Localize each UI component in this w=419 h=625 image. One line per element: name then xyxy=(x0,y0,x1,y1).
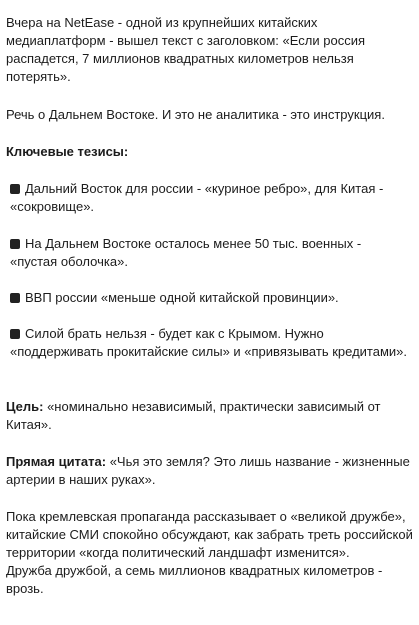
thesis-item-3 xyxy=(10,289,410,307)
thesis-text-3: ВВП россии «меньше одной китайской провинции». xyxy=(25,290,339,305)
quote-text: «Чья это земля? Это лишь название - жизненные артерии в наших руках». xyxy=(6,454,410,487)
quote-paragraph xyxy=(6,453,414,489)
black-square-icon xyxy=(10,239,20,249)
thesis-item-2 xyxy=(10,235,410,271)
goal-label: Цель: xyxy=(6,399,44,414)
black-square-icon xyxy=(10,293,20,303)
thesis-text-2: На Дальнем Востоке осталось менее 50 тыс. военных - «пустая оболочка». xyxy=(10,236,362,269)
goal-paragraph xyxy=(6,398,414,434)
thesis-item-4 xyxy=(10,325,410,361)
thesis-text-4: Силой брать нельзя - будет как с Крымом. Нужно «поддерживать прокитайские силы» и «привязывать кредитами». xyxy=(10,326,407,359)
theses-heading-text: Ключевые тезисы: xyxy=(6,144,129,159)
closing-paragraph xyxy=(6,508,414,598)
black-square-icon xyxy=(10,329,20,339)
black-square-icon xyxy=(10,184,20,194)
closing-text-1: Пока кремлевская пропаганда рассказывает о «великой дружбе», китайские СМИ спокойно обсуждают, как забрать треть российской территории «когда политический ландшафт изменится». xyxy=(6,509,413,560)
thesis-text-1: Дальний Восток для россии - «куриное ребро», для Китая - «сокровище». xyxy=(10,181,384,214)
goal-text: «номинально независимый, практически зависимый от Китая». xyxy=(6,399,381,432)
quote-label: Прямая цитата: xyxy=(6,454,107,469)
intro-paragraph: Вчера на NetEase - одной из крупнейших китайских медиаплатформ - вышел текст с заголовком: «Если россия распадется, 7 миллионов квадратных километров нельзя потерять». xyxy=(6,15,366,84)
closing-text-2: Дружба дружбой, а семь миллионов квадратных километров - врозь. xyxy=(6,563,383,596)
theses-heading xyxy=(6,143,414,161)
thesis-item-1 xyxy=(10,180,410,216)
context-paragraph: Речь о Дальнем Востоке. И это не аналитика - это инструкция. xyxy=(6,107,385,122)
